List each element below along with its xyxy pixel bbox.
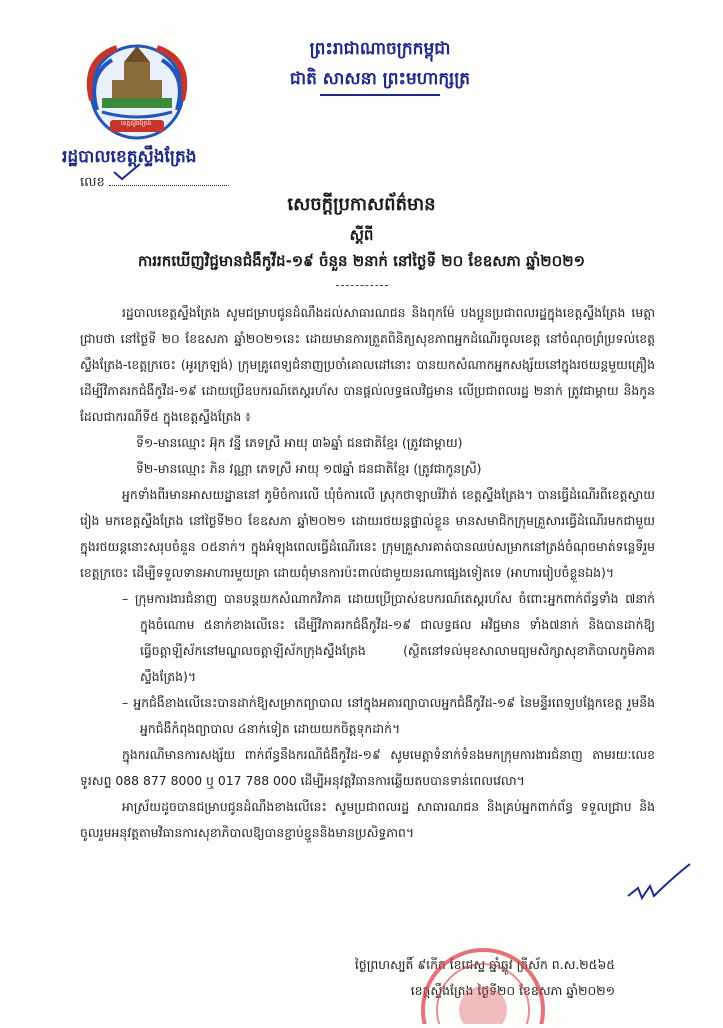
header-ornament	[320, 94, 440, 96]
paragraph-hotline: ក្នុងករណីមានការសង្ស័យ ពាក់ព័ន្ធនឹងករណីជំងឺកូវីដ-១៩ សូមមេត្តាទំនាក់ទំនងមកក្រុមការងារជំនាញ តាមរយៈលេខទូរសព្ទ 088 877 8000 ឬ 017 788 000 ដើម្បីអនុវត្តវិធានការឆ្លើយតបបានទាន់ពេលវេលា។	[80, 747, 655, 788]
document-subject: ការរកឃើញវិជ្ជមានជំងឺកូវីដ-១៩ ចំនួន ២នាក់ នៅថ្ងៃទី ២០ ខែឧសភា ឆ្នាំ២០២១	[138, 252, 585, 270]
place-and-date: ខេត្តស្ទឹងត្រែង ថ្ងៃទី២០ ខែឧសភា ឆ្នាំ២០២១	[410, 983, 615, 998]
logo-caption: ខេត្តស្ទឹងត្រែង	[120, 120, 152, 127]
provincial-emblem-logo	[72, 40, 202, 145]
document-number	[80, 174, 229, 193]
issuing-authority: រដ្ឋបាលខេត្តស្ទឹងត្រែង	[62, 147, 197, 167]
national-motto: ជាតិ សាសនា ព្រះមហាក្សត្រ	[289, 69, 471, 89]
title-divider	[336, 285, 388, 286]
paragraph-closing: អាស្រ័យដូចបានជម្រាបជូនដំណឹងខាងលើនេះ សូមប្រជាពលរដ្ឋ សាធារណជន និងគ្រប់អ្នកពាក់ព័ន្ធ ទទួលជ្រាប និងចូលរួមអនុវត្តតាមវិធានការសុខាភិបាលឱ្យបានខ្ជាប់ខ្ជួននិងមានប្រសិទ្ធភាព។	[80, 799, 655, 840]
document-about: ស្តីពី	[349, 226, 374, 244]
kingdom-title: ព្រះរាជាណាចក្រកម្ពុជា	[309, 39, 451, 59]
kingdom-header	[250, 34, 510, 96]
official-seal	[418, 940, 548, 1024]
paragraph-announcement: រដ្ឋបាលខេត្តស្ទឹងត្រែង សូមជម្រាបជូនដំណឹងដល់សាធារណជន និងពុកម៉ែ បងប្អូនប្រជាពលរដ្ឋក្នុងខេត្តស្ទឹងត្រែង មេត្តាជ្រាបថា នៅថ្ងៃទី ២០ ខែឧសភា ឆ្នាំ២០២១នេះ ដោយមានការត្រួតពិនិត្យសុខភាពអ្នកដំណើរចូលខេត្ត នៅចំណុចព្រំប្រទល់ខេត្តស្ទឹងត្រែង-ខេត្តក្រចេះ (អូរក្រឡង់) ក្រុមគ្រូពេទ្យជំនាញប្រចាំគោលដៅនោះ បានយកសំណាកអ្នកសង្ស័យនៅក្នុងរថយន្តមួយគ្រឿង ដើម្បីវិភាគរកជំងឺកូវីដ-១៩ ដោយប្រើឧបករណ៍តេស្តរហ័ស បានផ្តល់លទ្ធផលវិជ្ជមាន លើប្រជាពលរដ្ឋ ២នាក់ ត្រូវជាម្តាយ និងកូន ដែលជាករណីទី៥ ក្នុងខេត្តស្ទឹងត្រែង ៖	[80, 305, 655, 424]
bullet-treatment: – អ្នកជំងឺខាងលើនេះបានដាក់ឱ្យសម្រាកព្យាបាល នៅក្នុងអគារព្យាបាលអ្នកជំងឺកូវីដ-១៩ នៃមន្ទីរពេទ្យបង្អែកខេត្ត រួមនឹងអ្នកជំងឺកំពុងព្យាបាល ៤នាក់ទៀត ដោយយកចិត្តទុកដាក់។	[122, 695, 655, 736]
case-2: ទី២-មានឈ្មោះ ភិន វណ្ណា ភេទស្រី អាយុ ១៧ឆ្នាំ ជនជាតិខ្មែរ (ត្រូវជាកូនស្រី)	[136, 461, 482, 476]
lunar-date: ថ្ងៃព្រហស្បតិ៍ ៩កើត ខែជេស្ឋ ឆ្នាំឆ្លូវ ត្រីស័ក ព.ស.២៥៦៥	[354, 957, 615, 972]
paragraph-travel-history: អ្នកទាំងពីរមានអាសយដ្ឋាននៅ ភូមិចំការលើ ឃុំចំការលើ ស្រុកថាឡាបរិវ៉ាត់ ខេត្តស្ទឹងត្រែង។ បានធ្វើដំណើរពីខេត្តស្វាយរៀង មកខេត្តស្ទឹងត្រែង នៅថ្ងៃទី២០ ខែឧសភា ឆ្នាំ២០២១ ដោយរថយន្តផ្ទាល់ខ្លួន មានសមាជិកក្រុមគ្រួសារធ្វើដំណើរមកជាមួយក្នុងរថយន្តនោះសរុបចំនួន ០៥នាក់។ ក្នុងអំឡុងពេលធ្វើដំណើរនេះ ក្រុមគ្រួសារគាត់បានឈប់សម្រាកនៅត្រង់ចំណុចមាត់ទន្លេទីរួមខេត្តក្រចេះ ដើម្បីទទួលទានអាហារមួយគ្រា ដោយពុំមានការប៉ះពាល់ជាមួយនរណាផ្សេងទៀតទេ (អាហាររៀបចំខ្លួនឯង)។	[80, 487, 655, 580]
document-title: សេចក្តីប្រកាសព័ត៌មាន	[287, 194, 436, 215]
bullet-contact-testing: – ក្រុមការងារជំនាញ បានបន្តយកសំណាកវិភាគ ដោយប្រើប្រាស់ឧបករណ៍តេស្តរហ័ស ចំពោះអ្នកពាក់ព័ន្ធទាំង ៧នាក់ ក្នុងចំណោម ៥នាក់ខាងលើនេះ ដើម្បីវិភាគរកជំងឺកូវីដ-១៩ ជាលទ្ធផល អវិជ្ជមាន ទាំង៧នាក់ និងបានដាក់ឱ្យធ្វើចត្តាឡីស័កនៅមណ្ឌលចត្តាឡីស័កក្រុងស្ទឹងត្រែង (ស្ថិតនៅទល់មុខសាលាមធ្យមសិក្សាសុខាភិបាលភូមិភាគស្ទឹងត្រែង)។	[122, 591, 655, 684]
case-1: ទី១-មានឈ្មោះ អ៊ុក វន្នី ភេទស្រី អាយុ ៣៦ឆ្នាំ ជនជាតិខ្មែរ (ត្រូវជាម្តាយ)	[136, 435, 463, 450]
signature-scribble	[624, 858, 694, 912]
document-body	[80, 300, 655, 846]
checkmark-icon	[112, 162, 142, 186]
number-label: លេខ	[80, 175, 105, 190]
